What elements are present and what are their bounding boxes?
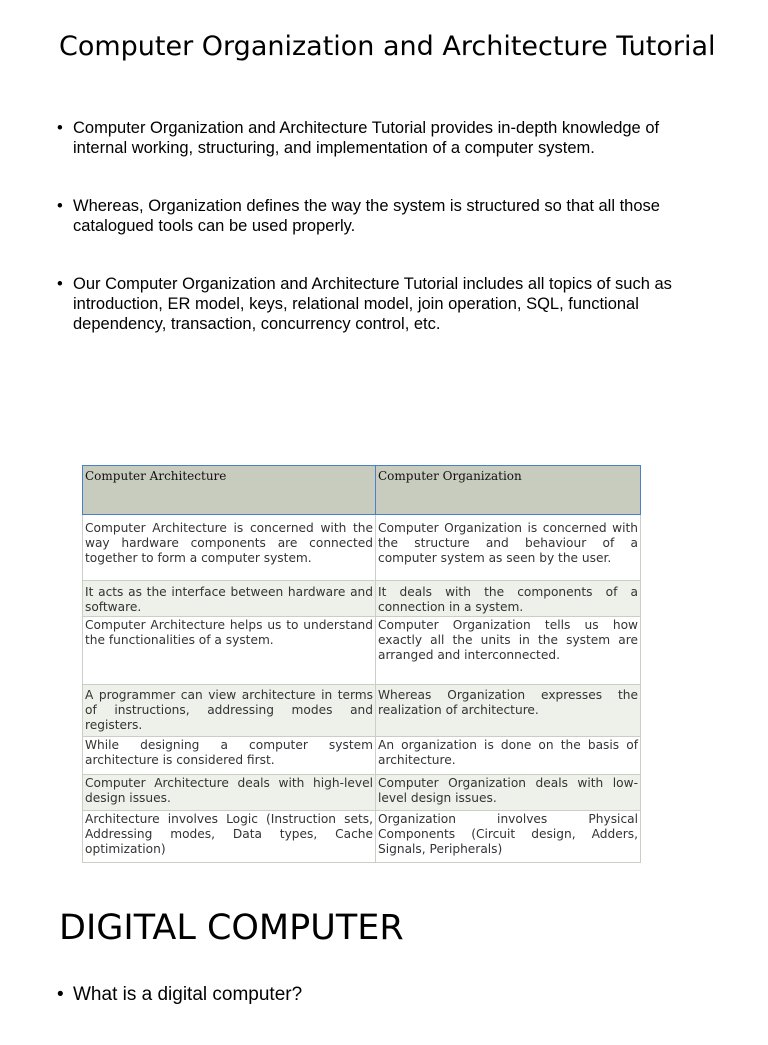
bullet-text: Computer Organization and Architecture Tutorial provides in-depth knowledge of internal working, structuring, and implementation of a computer system. bbox=[73, 119, 660, 157]
table-cell: It deals with the components of a connection in a system. bbox=[376, 581, 641, 617]
digital-computer-bullet-list bbox=[57, 983, 302, 1045]
table-row bbox=[83, 617, 641, 685]
bullet-dot-icon: • bbox=[57, 119, 63, 137]
section-title-digital-computer: DIGITAL COMPUTER bbox=[59, 908, 404, 948]
table-row bbox=[83, 775, 641, 811]
table-cell: Architecture involves Logic (Instruction sets, Addressing modes, Data types, Cache optimization) bbox=[83, 811, 376, 863]
bullet-text: What is a digital computer? bbox=[73, 984, 303, 1005]
bullet-text: Our Computer Organization and Architecture Tutorial includes all topics of such as introduction, ER model, keys, relational model, join operation, SQL, functional dependency, transaction, concurrency control, etc. bbox=[73, 275, 672, 333]
table-cell: Computer Architecture helps us to understand the functionalities of a system. bbox=[83, 617, 376, 685]
bullet-item bbox=[57, 118, 717, 158]
bullet-item bbox=[57, 196, 717, 236]
table-cell: A programmer can view architecture in terms of instructions, addressing modes and registers. bbox=[83, 685, 376, 737]
bullet-dot-icon: • bbox=[57, 984, 64, 1005]
bullet-item bbox=[57, 983, 302, 1007]
table-row bbox=[83, 811, 641, 863]
table-header-row bbox=[83, 466, 641, 515]
header-computer-architecture: Computer Architecture bbox=[83, 466, 376, 515]
table-row bbox=[83, 581, 641, 617]
table-row bbox=[83, 515, 641, 581]
bullet-text: Whereas, Organization defines the way the system is structured so that all those catalogued tools can be used properly. bbox=[73, 197, 660, 235]
bullet-dot-icon: • bbox=[57, 275, 63, 293]
intro-bullet-list bbox=[57, 118, 717, 372]
table-cell: Organization involves Physical Components (Circuit design, Adders, Signals, Peripherals) bbox=[376, 811, 641, 863]
table-cell: Computer Organization deals with low-level design issues. bbox=[376, 775, 641, 811]
table-cell: Computer Organization is concerned with the structure and behaviour of a computer system as seen by the user. bbox=[376, 515, 641, 581]
table-row bbox=[83, 685, 641, 737]
bullet-dot-icon: • bbox=[57, 197, 63, 215]
table-cell: An organization is done on the basis of architecture. bbox=[376, 737, 641, 775]
table-cell: While designing a computer system architecture is considered first. bbox=[83, 737, 376, 775]
table-cell: Computer Architecture is concerned with the way hardware components are connected together to form a computer system. bbox=[83, 515, 376, 581]
comparison-table bbox=[82, 465, 641, 863]
header-computer-organization: Computer Organization bbox=[376, 466, 641, 515]
bullet-item bbox=[57, 274, 717, 334]
table-cell: Whereas Organization expresses the realization of architecture. bbox=[376, 685, 641, 737]
table-cell: Computer Architecture deals with high-level design issues. bbox=[83, 775, 376, 811]
table-cell: It acts as the interface between hardware and software. bbox=[83, 581, 376, 617]
table-cell: Computer Organization tells us how exactly all the units in the system are arranged and interconnected. bbox=[376, 617, 641, 685]
page-title: Computer Organization and Architecture Tutorial bbox=[59, 31, 716, 62]
table-row bbox=[83, 737, 641, 775]
